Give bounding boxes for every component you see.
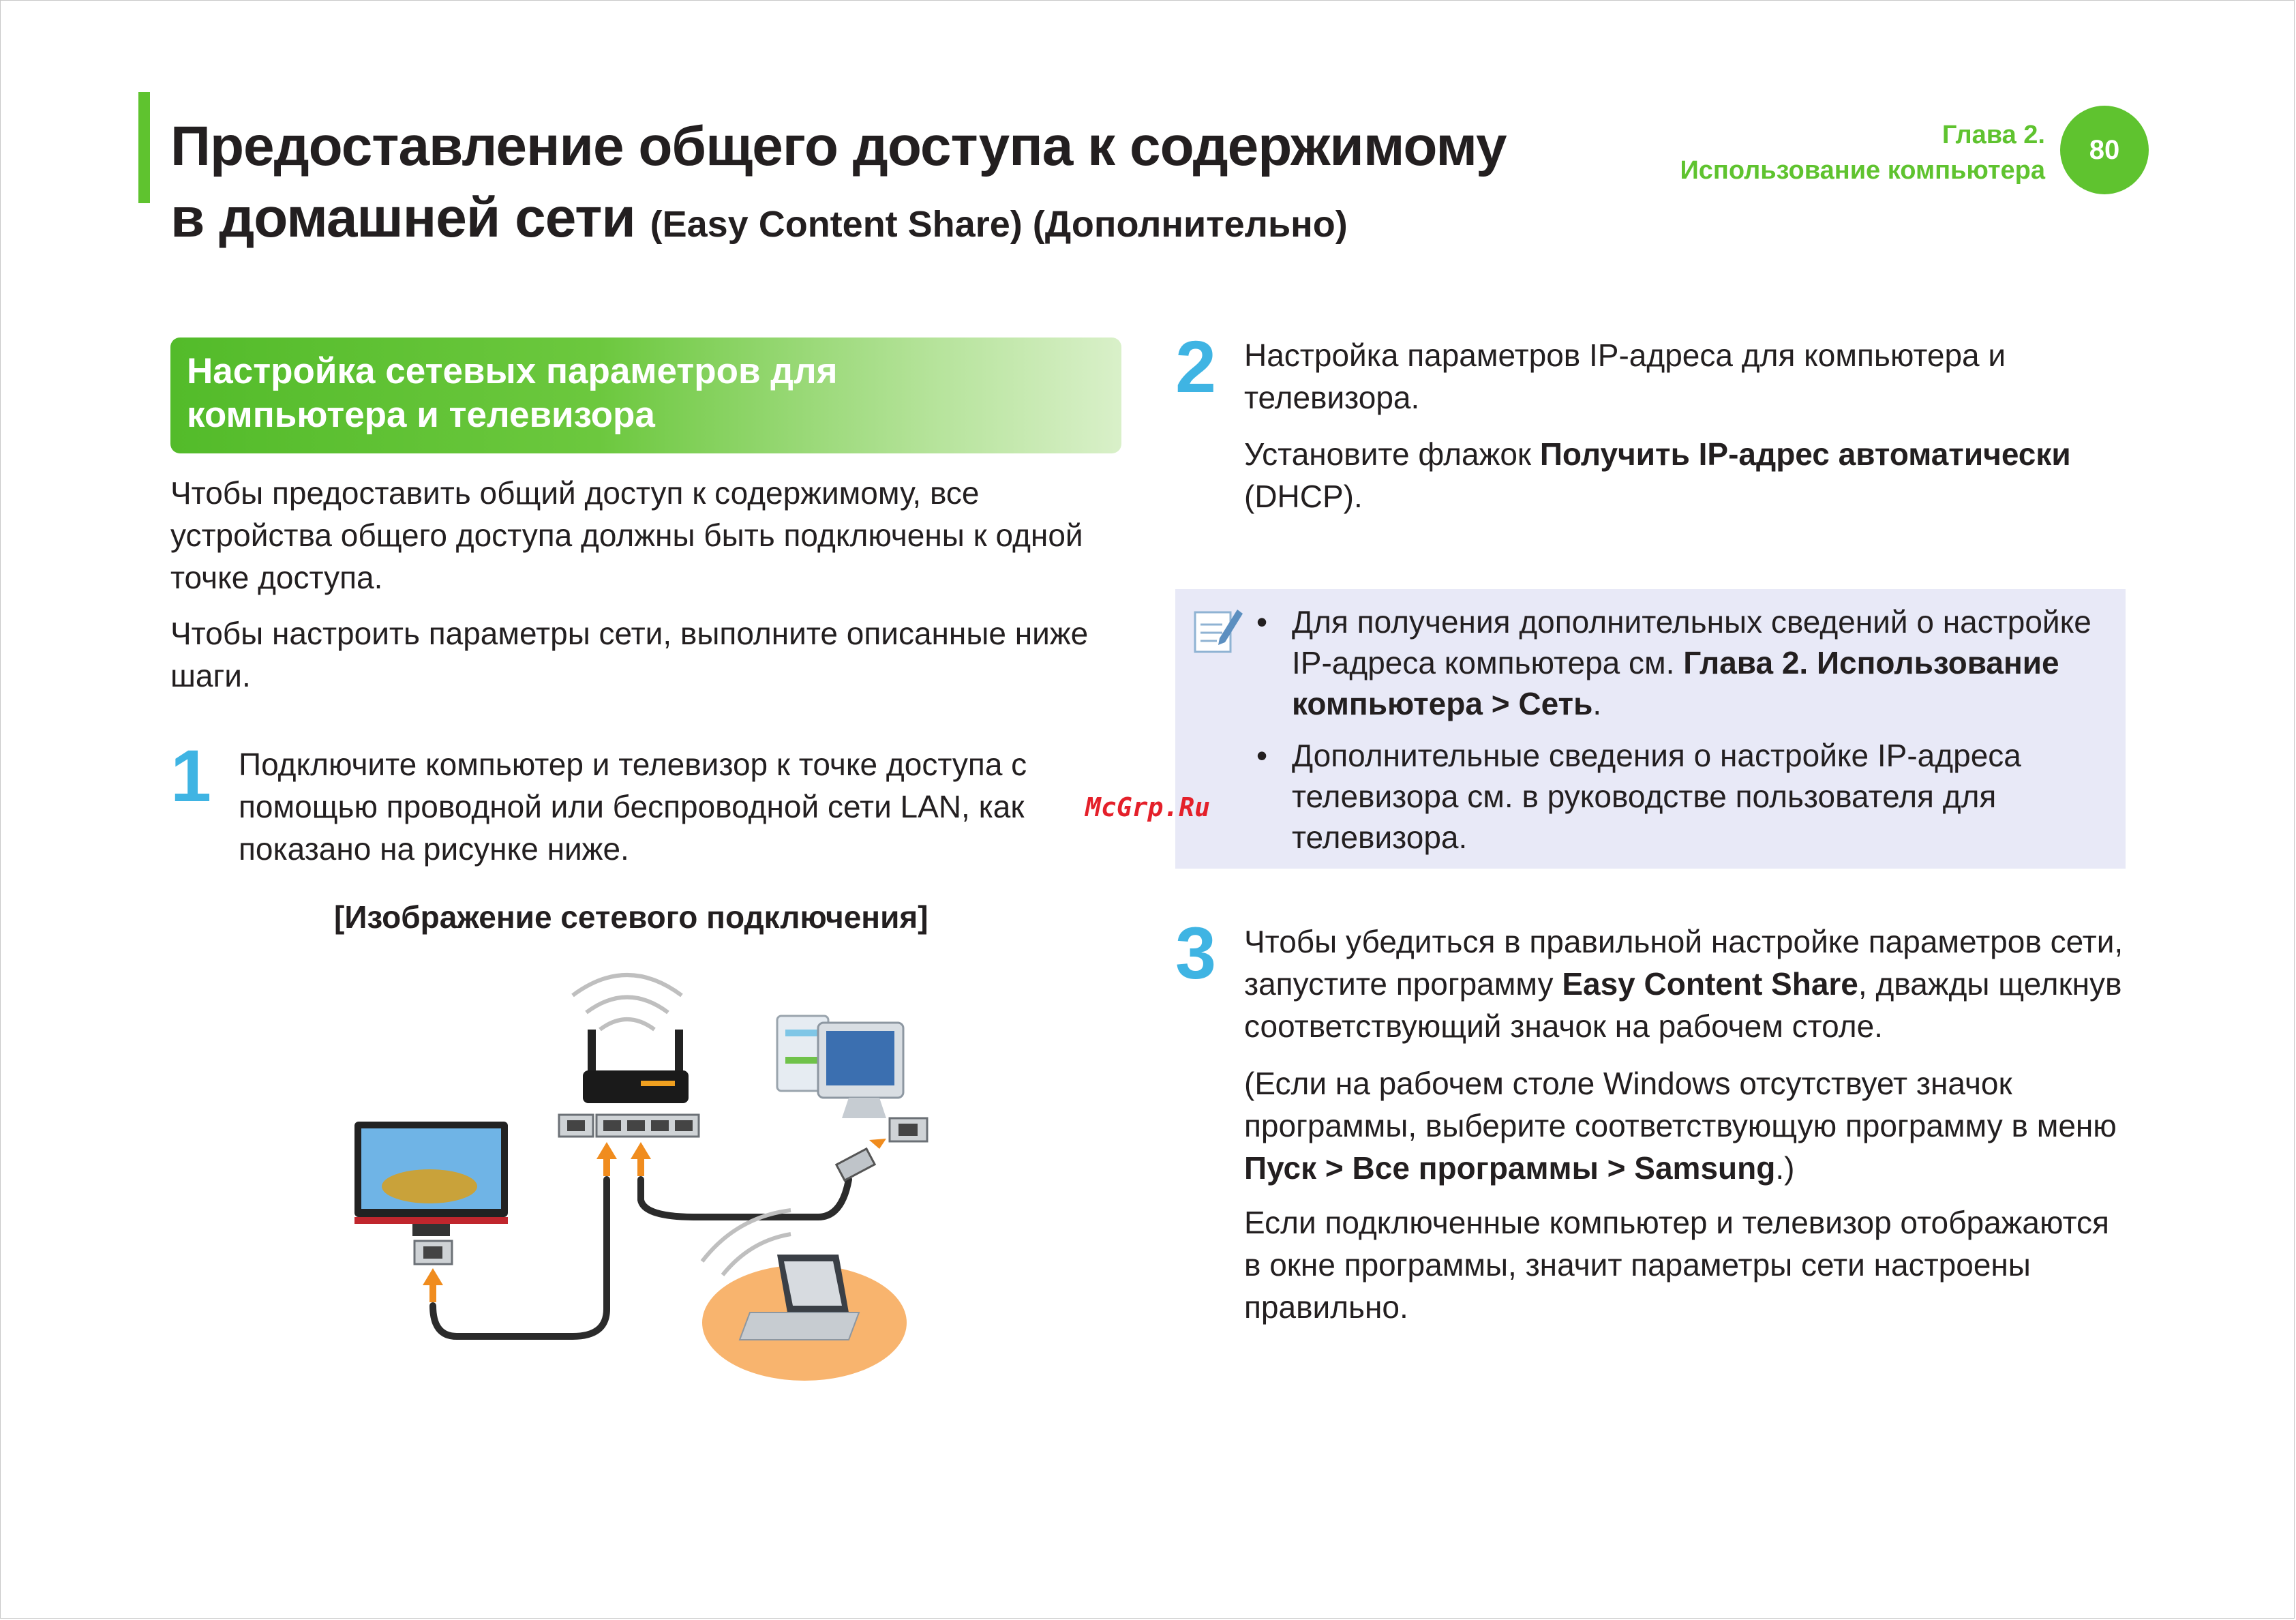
step-3-number: 3 xyxy=(1175,912,1217,994)
step-1-number: 1 xyxy=(170,734,212,817)
step-2-number: 2 xyxy=(1175,325,1217,408)
intro-paragraph-2: Чтобы настроить параметры сети, выполните описанные ниже шаги. xyxy=(170,616,1089,693)
title-line-2-main: в домашней сети xyxy=(170,187,635,249)
step-3-paragraph-2 xyxy=(1244,1062,2130,1189)
note-item-1 xyxy=(1251,601,2113,724)
step-3-text xyxy=(1244,920,2130,1047)
intro-paragraph-1: Чтобы предоставить общий доступ к содержимому, все устройства общего доступа должны быть подключены к одной точке доступа. xyxy=(170,475,1083,595)
step-2-instruction-prefix: Установите флажок xyxy=(1244,436,1540,472)
watermark: McGrp.Ru xyxy=(1085,792,1211,822)
note-item-1-text: Для получения дополнительных сведений о настройке IP-адреса компьютера см. xyxy=(1292,604,2091,680)
step-2-instruction xyxy=(1244,433,2130,518)
network-connection-diagram xyxy=(341,955,954,1405)
note-item-1-reference: Глава 2. Использование компьютера > Сеть xyxy=(1292,645,2059,721)
step-2-instruction-option: Получить IP-адрес автоматически xyxy=(1539,436,2071,472)
step-3-text-prefix: Чтобы убедиться в правильной настройке параметров сети, запустите программу xyxy=(1244,924,2124,1002)
page-title xyxy=(170,112,1507,262)
chapter-number: Глава 2. xyxy=(1942,121,2045,149)
upload-arrows-icon xyxy=(596,1142,651,1176)
figure-caption: [Изображение сетевого подключения] xyxy=(334,899,928,935)
section-banner-line-1: Настройка сетевых параметров для xyxy=(187,351,838,391)
title-accent-bar xyxy=(138,92,150,203)
note-pencil-icon xyxy=(1190,603,1244,657)
step-2-instruction-suffix: (DHCP). xyxy=(1244,479,1363,514)
title-line-2 xyxy=(170,181,1507,262)
computer-port-icon xyxy=(890,1118,927,1141)
chapter-name: Использование компьютера xyxy=(1680,156,2045,185)
step-1-text: Подключите компьютер и телевизор к точке доступа с помощью проводной или беспроводной сети LAN, как показано на рисунке ниже. xyxy=(239,747,1027,867)
step-3-p2-prefix: (Если на рабочем столе Windows отсутствует значок программы, выберите соответствующую программу в меню xyxy=(1244,1066,2117,1143)
step-3-menu-path: Пуск > Все программы > Samsung xyxy=(1244,1150,1776,1186)
router-icon xyxy=(583,1030,689,1103)
note-item-1-end: . xyxy=(1592,686,1602,721)
tv-port-icon xyxy=(414,1241,452,1264)
router-ports-icon xyxy=(559,1115,699,1137)
section-banner-line-2: компьютера и телевизора xyxy=(187,395,655,435)
step-2-text: Настройка параметров IP-адреса для компьютера и телевизора. xyxy=(1244,338,2006,415)
cable-connector-icon xyxy=(836,1139,886,1180)
title-line-1: Предоставление общего доступа к содержимому xyxy=(170,115,1507,177)
tv-icon xyxy=(354,1122,508,1236)
step-3-program-name: Easy Content Share xyxy=(1562,966,1858,1002)
step-3-text-suffix: , дважды щелкнув соответствующий значок на рабочем столе. xyxy=(1244,966,2122,1044)
section-banner xyxy=(170,338,1121,453)
tv-upload-arrow-icon xyxy=(423,1268,443,1302)
step-3-paragraph-3: Если подключенные компьютер и телевизор отображаются в окне программы, значит параметры сети настроены правильно. xyxy=(1244,1205,2109,1325)
note-list xyxy=(1251,601,2113,869)
chapter-label xyxy=(1680,117,2045,188)
step-3-p2-suffix: .) xyxy=(1775,1150,1795,1186)
router-wifi-icon xyxy=(573,975,682,1030)
title-subtitle: (Easy Content Share) (Дополнительно) xyxy=(650,204,1348,245)
desktop-computer-icon xyxy=(777,1016,903,1118)
page-number-badge: 80 xyxy=(2060,106,2149,194)
note-item-2: • Дополнительные сведения о настройке IP-адреса телевизора см. в руководстве пользователя для телевизора. xyxy=(1251,735,2113,858)
